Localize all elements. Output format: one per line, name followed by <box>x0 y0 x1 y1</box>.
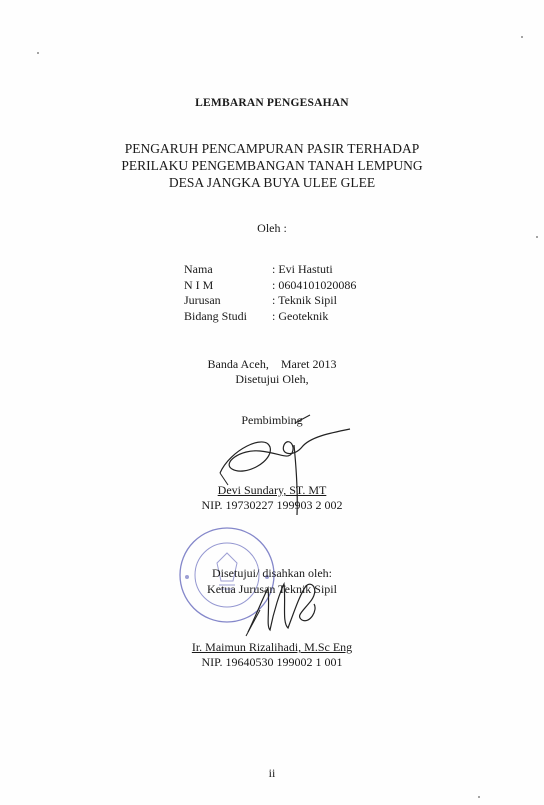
info-value: : Geoteknik <box>272 308 329 323</box>
supervisor-name: Devi Sundary, ST. MT <box>217 483 327 497</box>
info-row <box>184 309 356 325</box>
info-row <box>184 293 356 309</box>
by-label: Oleh : <box>257 221 287 235</box>
title-line: PERILAKU PENGEMBANGAN TANAH LEMPUNG <box>121 158 423 173</box>
approval-block <box>0 357 544 387</box>
info-row <box>184 262 356 278</box>
info-label: Nama <box>184 262 213 276</box>
ratified-label: Disetujui/ disahkan oleh: <box>212 566 332 580</box>
info-label: N I M <box>184 277 214 292</box>
info-label: Bidang Studi <box>184 308 248 323</box>
supervisor-role: Pembimbing <box>241 413 303 427</box>
scan-speck <box>536 236 538 238</box>
info-value: : Evi Hastuti <box>272 262 333 276</box>
info-value: : Teknik Sipil <box>272 293 337 307</box>
info-label: Jurusan <box>184 293 221 307</box>
info-row <box>184 278 356 294</box>
scan-speck <box>37 52 39 54</box>
title-line: DESA JANGKA BUYA ULEE GLEE <box>168 175 376 190</box>
scan-speck <box>478 796 480 798</box>
page-number: ii <box>268 766 276 780</box>
supervisor-nip: NIP. 19730227 199903 2 002 <box>201 498 343 512</box>
scan-speck <box>521 36 523 38</box>
approved-by-label: Disetujui Oleh, <box>235 372 309 386</box>
page-heading: LEMBARAN PENGESAHAN <box>195 97 349 109</box>
department-head-nip: NIP. 19640530 199002 1 001 <box>201 655 343 669</box>
title-line: PENGARUH PENCAMPURAN PASIR TERHADAP <box>124 141 420 156</box>
info-value: : 0604101020086 <box>272 277 357 292</box>
ratification-block <box>0 565 544 597</box>
supervisor-block <box>0 483 544 513</box>
department-head-name: Ir. Maimun Rizalihadi, M.Sc Eng <box>191 640 353 654</box>
author-info <box>184 262 356 324</box>
place-date: Banda Aceh, Maret 2013 <box>207 357 337 371</box>
department-head-block <box>0 640 544 670</box>
department-head-title: Ketua Jurusan Teknik Sipil <box>207 582 337 596</box>
thesis-title <box>0 140 544 191</box>
